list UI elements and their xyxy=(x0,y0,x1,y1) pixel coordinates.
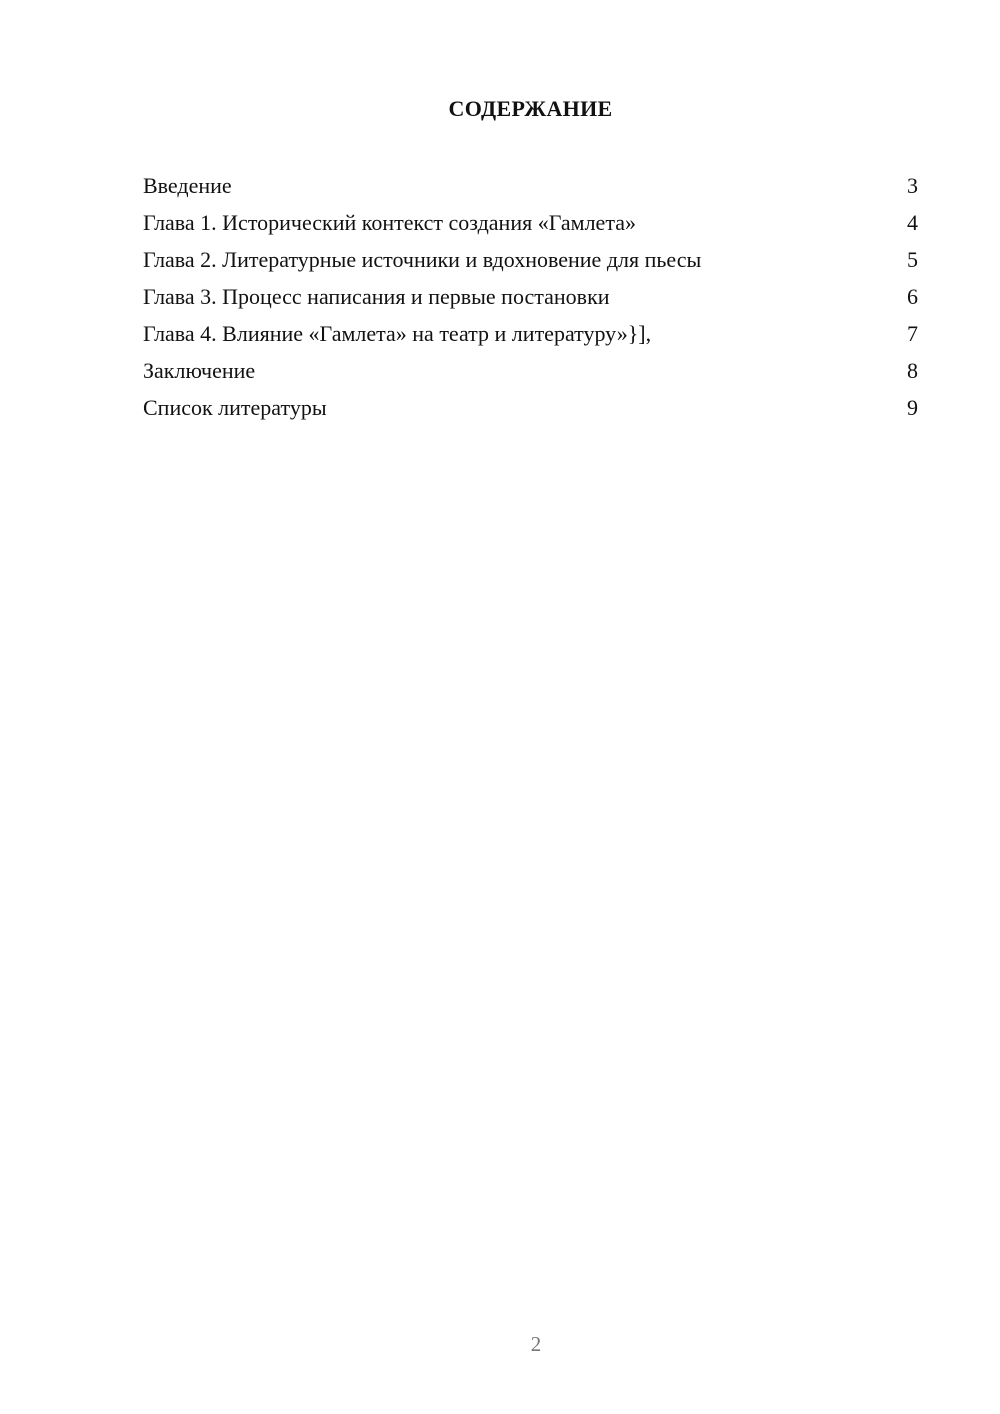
table-of-contents xyxy=(143,167,918,426)
toc-item-label: Глава 3. Процесс написания и первые постановки xyxy=(143,284,610,309)
toc-item-page: 5 xyxy=(907,247,918,272)
toc-item-label: Глава 4. Влияние «Гамлета» на театр и литературу»}], xyxy=(143,321,652,346)
page-number: 2 xyxy=(530,1332,542,1356)
toc-item-label: Глава 1. Исторический контекст создания «Гамлета» xyxy=(143,210,636,235)
toc-item-conclusion[interactable] xyxy=(143,352,918,389)
toc-item-page: 4 xyxy=(907,210,918,235)
toc-item-chapter-1[interactable] xyxy=(143,204,918,241)
toc-item-bibliography[interactable] xyxy=(143,389,918,426)
toc-item-chapter-2[interactable] xyxy=(143,241,918,278)
toc-item-introduction[interactable] xyxy=(143,167,918,204)
toc-item-page: 8 xyxy=(907,358,918,383)
toc-title: СОДЕРЖАНИЕ xyxy=(448,96,613,121)
toc-item-label: Список литературы xyxy=(143,395,327,420)
toc-item-chapter-4[interactable] xyxy=(143,315,918,352)
toc-item-page: 3 xyxy=(907,173,918,198)
toc-item-label: Глава 2. Литературные источники и вдохновение для пьесы xyxy=(143,247,702,272)
toc-item-label: Заключение xyxy=(143,358,256,383)
toc-item-page: 6 xyxy=(907,284,918,309)
toc-item-chapter-3[interactable] xyxy=(143,278,918,315)
toc-item-label: Введение xyxy=(143,173,232,198)
toc-item-page: 7 xyxy=(907,321,918,346)
toc-item-page: 9 xyxy=(907,395,918,420)
